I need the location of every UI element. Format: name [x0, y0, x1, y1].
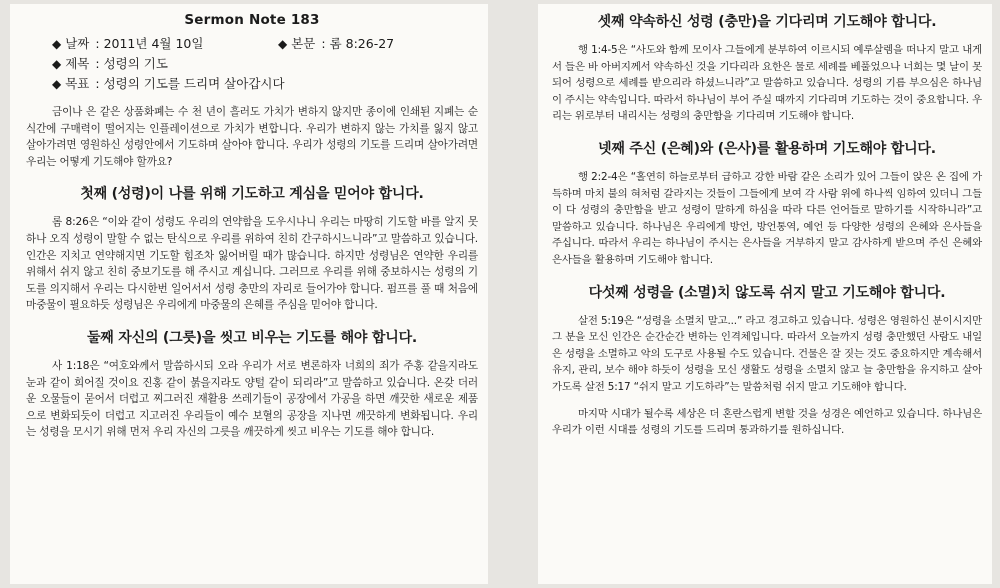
paragraph-point-4: 행 2:2-4은 “홀연히 하늘로부터 급하고 강한 바람 같은 소리가 있어 그들이 앉은 온 집에 가득하며 마치 불의 혀처럼 갈라지는 것들이 그들에게 보여 각 사람 위에 하나씩 임하여 있더니 그들이 다 성령의 충만함을 받고 성령이 말하게 하심을 따라 다른 언어들로 말하기를 시작하니라”고 말씀하고 있습니다. 하나님은 우리에게 방언, 방언통역, 예언 등 다양한 성령의 은혜와 은사들을 주십니다. 따라서 우리는 하나님이 주시는 은사들을 거부하지 말고 감사하게 받으며 주신 은혜와 은사들을 활용하며 기도해야 합니다. [552, 170, 982, 266]
intro-paragraph: 금이나 은 같은 상품화폐는 수 천 년이 흘러도 가치가 변하지 않지만 종이에 인쇄된 지폐는 순식간에 구매력이 떨어지는 인플레이션으로 가치가 변합니다. 우리가 변하지 않는 가치를 잃지 않고 살아가려면 영원하신 성령안에서 기도하며 살아야 합니다. 우리가 성령의 기도를 드리며 살아가려면 우리는 어떻게 기도해야 할까요? [26, 106, 478, 168]
sermon-meta [26, 34, 478, 94]
sermon-note-left-page [10, 4, 488, 584]
paragraph-point-1: 롬 8:26은 “이와 같이 성령도 우리의 연약함을 도우시나니 우리는 마땅히 기도할 바를 알지 못하나 오직 성령이 말할 수 없는 탄식으로 우리를 위하여 친히 간구하시느니라”고 말씀하고 있습니다. 인간은 지치고 연약해지면 기도할 힘조차 잃어버릴 때가 많습니다. 하지만 성령님은 연약한 우리를 위해서 쉬지 않고 친히 중보기도를 해 주시고 계십니다. 그러므로 우리를 위해 중보하시는 성령의 기도를 의지해서 우리는 다시한번 일어서서 성령 충만의 자리로 들어가야 합니다. 펌프를 풀 때 처음에 마중물이 필요하듯 성령님은 우리에게 마중물의 은혜를 주심을 믿어야 합니다. [26, 216, 478, 312]
paragraph-point-3: 행 1:4-5은 “사도와 함께 모이사 그들에게 분부하여 이르시되 예루살렘을 떠나지 말고 내게서 들은 바 아버지께서 약속하신 것을 기다리라 요한은 물로 세례를 베풀었으나 너희는 몇 날이 못되어 성령으로 세례를 받으리라 하셨느니라”고 말씀하고 있습니다. 성령의 기름 부으심은 하나님이 주시는 약속입니다. 따라서 하나님이 부어 주실 때까지 기다리며 기도하는 것이 중요합니다. 우리는 위로부터 내리시는 성령의 충만함을 기다리며 기도해야 합니다. [552, 44, 982, 123]
heading-point-5: 다섯째 성령을 (소멸)치 않도록 쉬지 말고 기도해야 합니다. [588, 284, 946, 301]
meta-passage: ◆ 본문 : 롬 8:26-27 [278, 34, 394, 54]
meta-subject: ◆ 제목 : 성령의 기도 [52, 54, 168, 74]
diamond-bullet-icon: ◆ [52, 57, 62, 71]
heading-point-3: 셋째 약속하신 성령 (충만)을 기다리며 기도해야 합니다. [597, 14, 937, 30]
meta-date: ◆ 날짜 : 2011년 4월 10일 [52, 34, 278, 54]
heading-point-1: 첫째 (성령)이 나를 위해 기도하고 계심을 믿어야 합니다. [80, 186, 424, 203]
meta-passage-value: 롬 8:26-27 [329, 36, 395, 51]
closing-paragraph: 마지막 시대가 될수록 세상은 더 혼란스럽게 변할 것을 성경은 예언하고 있습니다. 하나님은 우리가 이런 시대를 성령의 기도를 드리며 통과하기를 원하십니다. [552, 407, 982, 437]
meta-subject-value: 성령의 기도 [103, 56, 168, 71]
paragraph-point-2: 사 1:18은 “여호와께서 말씀하시되 오라 우리가 서로 변론하자 너희의 죄가 주홍 같을지라도 눈과 같이 희어질 것이요 진홍 같이 붉을지라도 양털 같이 되리라”고 말씀하고 있습니다. 온갖 더러운 오물들이 묻어서 더럽고 찌그러진 재활용 쓰레기들이 공장에서 가공을 하면 깨끗한 새로운 제품으로 변화되듯이 더럽고 지고러진 우리들이 예수 보혈의 공장을 지나면 깨끗하게 변화됩니다. 우리는 성령을 모시기 위해 먼저 우리 자신의 그릇을 깨끗하게 씻고 비우는 기도를 해야 합니다. [26, 359, 478, 439]
heading-point-2: 둘째 자신의 (그릇)을 씻고 비우는 기도를 해야 합니다. [86, 329, 418, 346]
sermon-note-title: Sermon Note 183 [184, 12, 320, 28]
meta-goal: ◆ 목표 : 성령의 기도를 드리며 살아갑시다 [52, 74, 285, 94]
diamond-bullet-icon: ◆ [278, 37, 288, 51]
diamond-bullet-icon: ◆ [52, 37, 62, 51]
sermon-note-right-page [538, 4, 992, 584]
diamond-bullet-icon: ◆ [52, 77, 62, 91]
meta-goal-value: 성령의 기도를 드리며 살아갑시다 [103, 76, 285, 91]
meta-date-value: 2011년 4월 10일 [103, 36, 204, 51]
paragraph-point-5: 살전 5:19은 “성령을 소멸치 말고...” 라고 경고하고 있습니다. 성령은 영원하신 분이시지만 그 분을 모신 인간은 순간순간 변하는 인격체입니다. 따라서 오늘까지 성령 충만했던 사람도 내일은 성령을 소멸하고 악의 도구로 사용될 수도 있습니다. 건물은 잘 짓는 것도 중요하지만 계속해서 유지, 관리, 보수 해야 하듯이 성령을 모신 생활도 성령을 소멸치 않고 늘 충만함을 유지하고 살아가도록 살전 5:17 “쉬지 말고 기도하라”는 말씀처럼 쉬지 말고 기도해야 합니다. [552, 314, 982, 393]
heading-point-4: 넷째 주신 (은혜)와 (은사)를 활용하며 기도해야 합니다. [598, 140, 936, 157]
